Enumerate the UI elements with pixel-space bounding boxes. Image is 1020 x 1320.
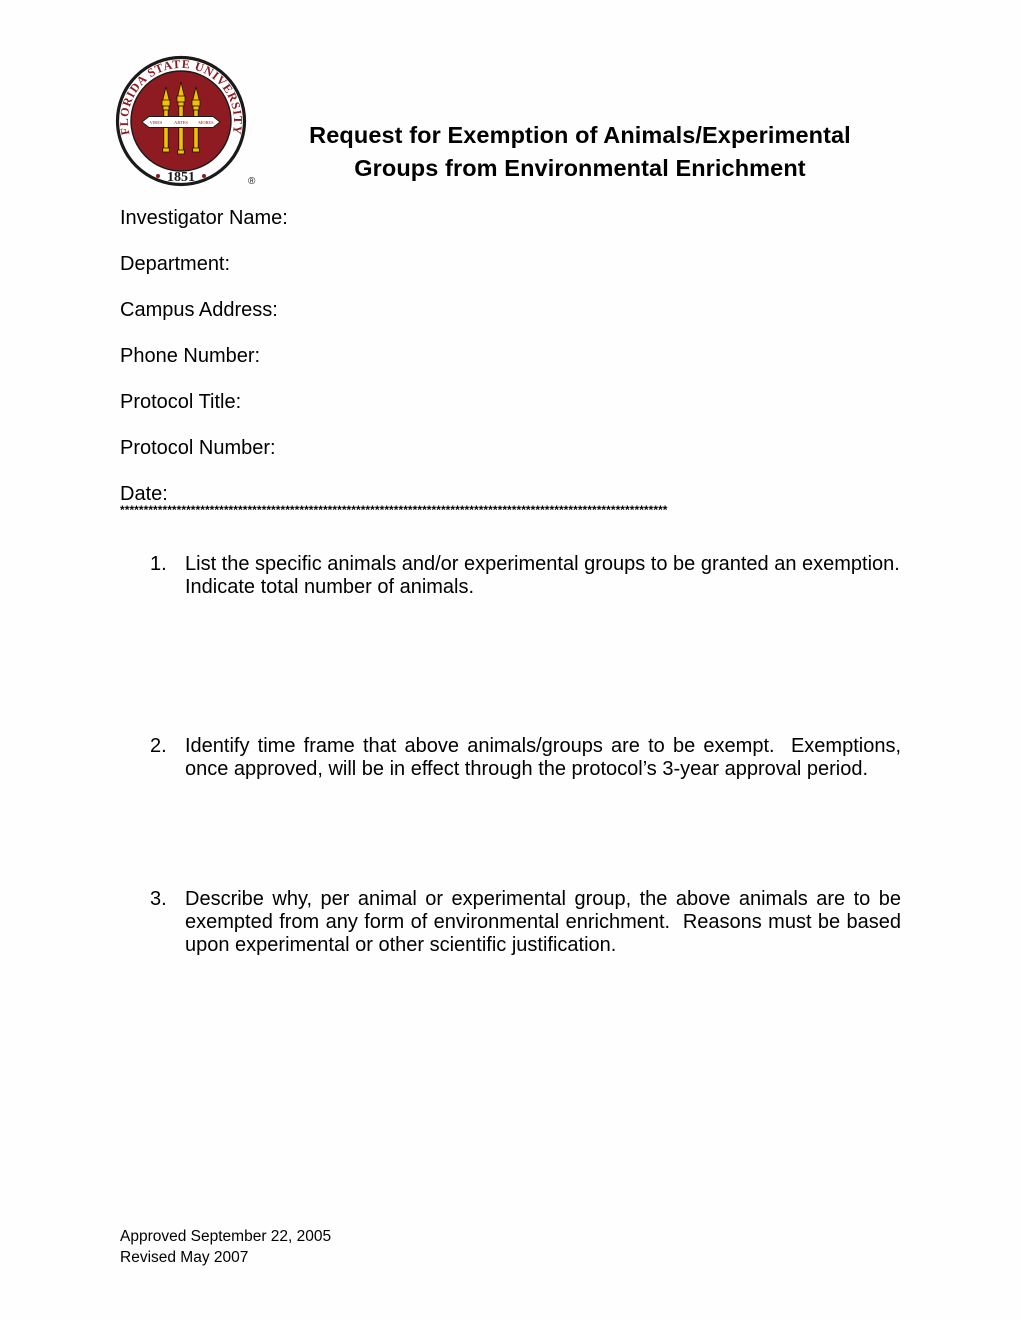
field-protocol-title: Protocol Title: bbox=[120, 391, 242, 413]
registered-trademark-icon: ® bbox=[248, 176, 256, 187]
field-investigator-name: Investigator Name: bbox=[120, 207, 288, 229]
item-number: 3. bbox=[150, 888, 167, 910]
item-text: Describe why, per animal or experimental group, the above animals are to be exempted from any form of environmental enrichment. Reasons must be based upon experimental or other scientific justification. bbox=[185, 888, 907, 956]
footer-approved-date: Approved September 22, 2005 bbox=[120, 1228, 332, 1245]
seal-ring-text: FLORIDA STATE UNIVERSITY bbox=[116, 56, 246, 137]
seal-banner-word-3: MORES bbox=[198, 120, 214, 125]
seal-year: 1851 bbox=[167, 170, 195, 185]
field-department: Department: bbox=[120, 253, 231, 275]
fsu-seal-logo bbox=[114, 54, 264, 194]
separator-line: ******************************************************************************************************************** bbox=[120, 503, 668, 517]
page-title bbox=[260, 119, 900, 185]
seal-banner-word-1: VIRES bbox=[149, 120, 163, 125]
seal-banner bbox=[142, 117, 220, 128]
item-number: 1. bbox=[150, 553, 167, 575]
footer-revised-date: Revised May 2007 bbox=[120, 1248, 249, 1266]
seal-banner-word-2: ARTES bbox=[174, 120, 188, 125]
field-date: Date: bbox=[120, 483, 168, 505]
field-protocol-number: Protocol Number: bbox=[120, 437, 276, 459]
document-footer bbox=[120, 1227, 331, 1268]
page-title-line-2: Groups from Environmental Enrichment bbox=[354, 155, 806, 181]
list-item-3 bbox=[150, 888, 907, 957]
item-number: 2. bbox=[150, 735, 167, 757]
list-item-1 bbox=[150, 553, 906, 599]
form-fields bbox=[120, 207, 900, 529]
list-item-2 bbox=[150, 735, 907, 781]
field-campus-address: Campus Address: bbox=[120, 299, 278, 321]
page-title-line-1: Request for Exemption of Animals/Experimental bbox=[309, 122, 851, 148]
field-phone-number: Phone Number: bbox=[120, 345, 261, 367]
item-text: Identify time frame that above animals/groups are to be exempt. Exemptions, once approved, will be in effect through the protocol’s 3-year approval period. bbox=[185, 735, 907, 780]
item-text: List the specific animals and/or experimental groups to be granted an exemption. Indicate total number of animals. bbox=[185, 553, 906, 598]
